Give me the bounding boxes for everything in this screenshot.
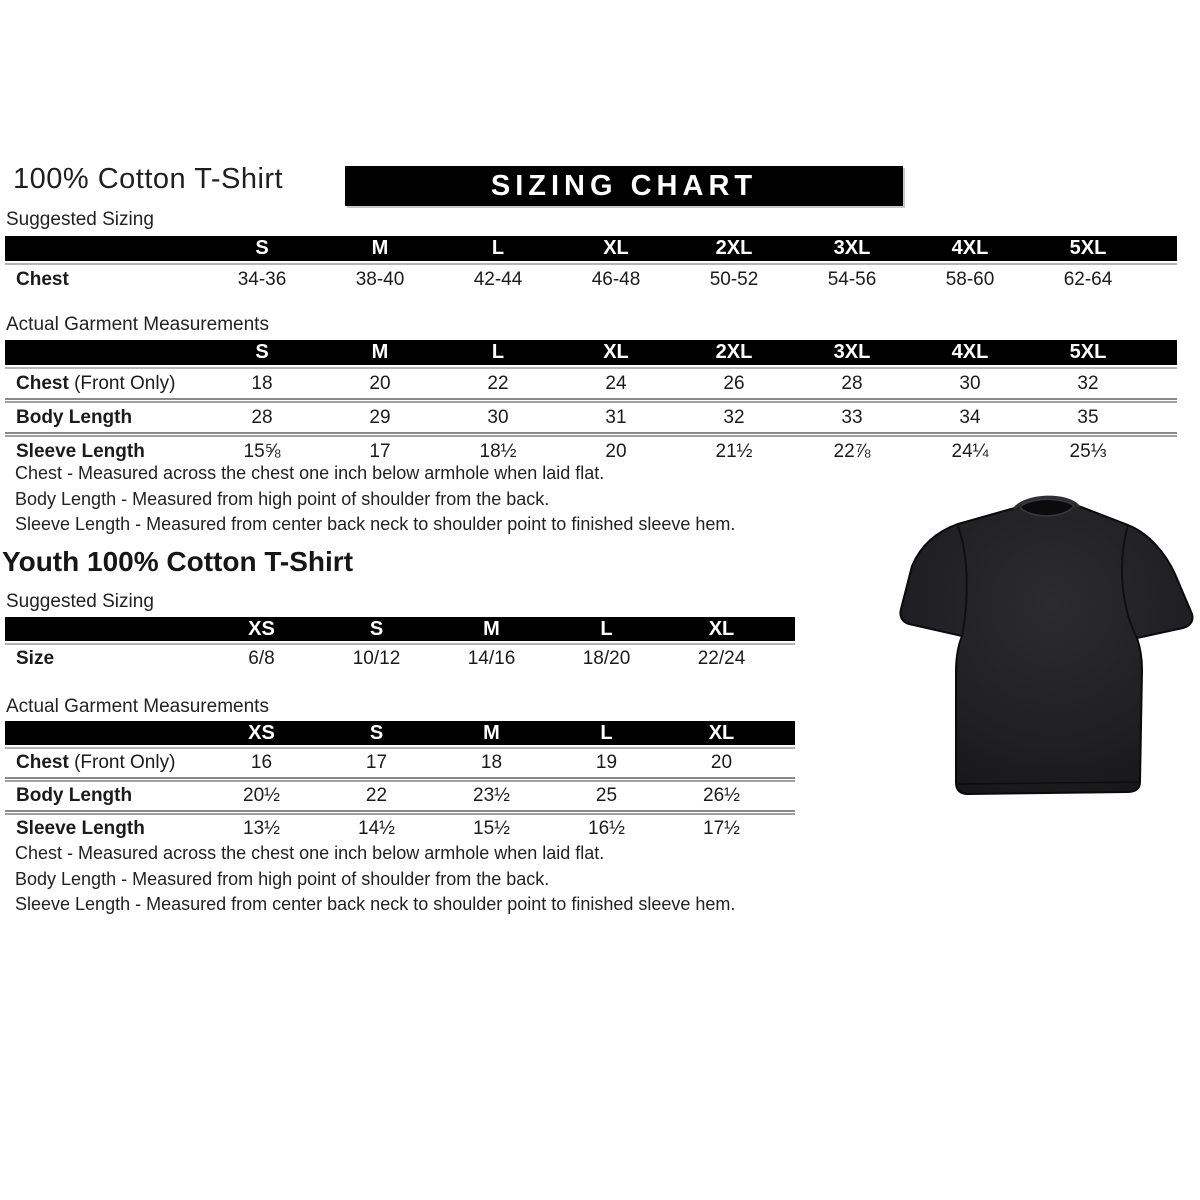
adult-suggested-sizing-table <box>5 236 1177 294</box>
row-label-term: Sleeve Length <box>16 818 145 839</box>
table-cell: 20 <box>369 372 391 394</box>
row-label: Chest (Front Only) <box>16 752 176 773</box>
column-header-l: L <box>600 721 613 744</box>
table-cell: 34-36 <box>237 268 287 290</box>
row-label <box>5 269 203 291</box>
column-header-4xl: 4XL <box>951 237 989 259</box>
table-cell: 14½ <box>358 818 395 839</box>
column-header-l: L <box>600 617 613 640</box>
table-cell: 10/12 <box>352 648 401 669</box>
table-cell: 46-48 <box>591 268 641 290</box>
row-label-term: Sleeve Length <box>16 440 145 462</box>
table-cell: 23½ <box>473 785 510 806</box>
column-header-5xl: 5XL <box>1069 237 1107 259</box>
table-cell: 32 <box>1077 372 1099 394</box>
adult-actual-measurements-table <box>5 340 1177 466</box>
table-header-row <box>5 340 1177 365</box>
table-cell: 30 <box>487 406 509 428</box>
youth-title: Youth 100% Cotton T-Shirt <box>2 546 354 577</box>
table-row <box>5 815 795 843</box>
column-header-2xl: 2XL <box>715 341 753 363</box>
table-cell: 22 <box>487 372 509 394</box>
table-cell: 18½ <box>479 440 517 462</box>
table-cell: 15½ <box>473 818 510 839</box>
table-cell: 24¼ <box>951 440 989 462</box>
row-label-term: Body Length <box>16 406 133 428</box>
black-tshirt-image <box>878 468 1200 808</box>
column-header-xs: XS <box>248 617 275 640</box>
table-cell: 21½ <box>715 440 753 462</box>
row-label-term: Chest <box>16 372 69 394</box>
table-cell: 30 <box>959 372 981 394</box>
table-cell: 29 <box>369 406 391 428</box>
table-cell: 31 <box>605 406 627 428</box>
table-cell: 18 <box>251 372 273 394</box>
column-header-5xl: 5XL <box>1069 341 1107 363</box>
table-cell: 32 <box>723 406 745 428</box>
table-cell: 54-56 <box>827 268 877 290</box>
table-cell: 58-60 <box>945 268 995 290</box>
youth-actual-measurements-label: Actual Garment Measurements <box>6 696 269 717</box>
row-label <box>5 785 204 807</box>
tshirt-body <box>900 497 1192 794</box>
table-header-row <box>5 617 795 641</box>
table-cell: 14/16 <box>467 648 516 669</box>
table-cell: 34 <box>959 406 981 428</box>
column-header-m: M <box>483 721 500 744</box>
table-cell: 22/24 <box>697 648 746 669</box>
column-header-4xl: 4XL <box>951 341 989 363</box>
table-cell: 35 <box>1077 406 1099 428</box>
youth-measurement-notes <box>15 841 735 918</box>
table-cell: 22⅞ <box>833 440 871 462</box>
column-header-m: M <box>371 237 389 259</box>
table-cell: 26½ <box>703 785 740 806</box>
column-header-2xl: 2XL <box>715 237 753 259</box>
column-header-xl: XL <box>708 617 735 640</box>
table-cell: 16½ <box>588 818 625 839</box>
row-label-term: Chest <box>16 752 69 773</box>
column-header-s: S <box>255 341 269 363</box>
table-cell: 62-64 <box>1063 268 1113 290</box>
column-header-l: L <box>491 341 505 363</box>
table-cell: 42-44 <box>473 268 523 290</box>
table-cell: 19 <box>595 752 618 773</box>
column-header-3xl: 3XL <box>833 341 871 363</box>
sizing-chart-banner-text: SIZING CHART <box>490 169 758 202</box>
row-label <box>5 407 203 429</box>
adult-suggested-sizing-label: Suggested Sizing <box>6 209 154 230</box>
column-header-m: M <box>483 617 500 640</box>
column-header-s: S <box>255 237 269 259</box>
note-line: Chest - Measured across the chest one inch below armhole when laid flat. <box>15 463 605 483</box>
table-cell: 25 <box>595 785 618 806</box>
youth-suggested-sizing-table <box>5 617 795 673</box>
row-label <box>5 441 203 463</box>
column-header-l: L <box>491 237 505 259</box>
note-line: Chest - Measured across the chest one inch below armhole when laid flat. <box>15 843 605 863</box>
table-row <box>5 749 795 777</box>
table-cell: 20 <box>710 752 733 773</box>
note-line: Sleeve Length - Measured from center back neck to shoulder point to finished sleeve hem. <box>15 894 736 914</box>
adult-measurement-notes <box>15 461 735 538</box>
table-cell: 18/20 <box>582 648 631 669</box>
row-label-term: Chest <box>16 268 69 290</box>
table-cell: 20 <box>605 440 627 462</box>
table-cell: 17½ <box>703 818 740 839</box>
column-header-m: M <box>371 341 389 363</box>
note-line: Body Length - Measured from high point of shoulder from the back. <box>15 868 550 889</box>
table-cell: 16 <box>250 752 273 773</box>
table-cell: 18 <box>480 752 503 773</box>
column-header-xs: XS <box>248 721 275 744</box>
table-header-row <box>5 236 1177 261</box>
page-title: 100% Cotton T-Shirt <box>13 163 284 195</box>
table-row <box>5 369 1177 398</box>
column-header-xl: XL <box>708 721 735 744</box>
table-row <box>5 645 795 673</box>
table-cell: 6/8 <box>248 648 275 669</box>
table-cell: 13½ <box>243 818 280 839</box>
row-label-term: Size <box>16 648 55 669</box>
adult-actual-measurements-label: Actual Garment Measurements <box>6 314 269 335</box>
table-cell: 17 <box>365 752 388 773</box>
column-header-s: S <box>369 721 384 744</box>
sizing-chart-banner <box>345 166 903 206</box>
table-cell: 22 <box>365 785 388 806</box>
column-header-3xl: 3XL <box>833 237 871 259</box>
table-cell: 17 <box>369 440 391 462</box>
table-row <box>5 782 795 810</box>
table-cell: 25⅓ <box>1069 440 1107 462</box>
table-cell: 33 <box>841 406 863 428</box>
table-row <box>5 403 1177 432</box>
note-line: Body Length - Measured from high point of shoulder from the back. <box>15 488 550 509</box>
row-label-term: Body Length <box>16 785 133 806</box>
column-header-xl: XL <box>603 237 629 259</box>
table-cell: 24 <box>605 372 627 394</box>
table-cell: 20½ <box>243 785 280 806</box>
table-cell: 15⅝ <box>243 440 281 462</box>
table-cell: 28 <box>251 406 273 428</box>
row-label: Chest (Front Only) <box>16 372 176 394</box>
row-label <box>5 818 204 840</box>
column-header-s: S <box>369 617 384 640</box>
youth-suggested-sizing-label: Suggested Sizing <box>6 591 154 612</box>
table-cell: 28 <box>841 372 863 394</box>
table-header-row <box>5 721 795 745</box>
youth-actual-measurements-table <box>5 721 795 843</box>
column-header-xl: XL <box>603 341 629 363</box>
row-label <box>5 648 204 670</box>
table-cell: 26 <box>723 372 745 394</box>
note-line: Sleeve Length - Measured from center back neck to shoulder point to finished sleeve hem. <box>15 514 736 534</box>
table-cell: 38-40 <box>355 268 405 290</box>
table-row <box>5 265 1177 294</box>
table-cell: 50-52 <box>709 268 759 290</box>
